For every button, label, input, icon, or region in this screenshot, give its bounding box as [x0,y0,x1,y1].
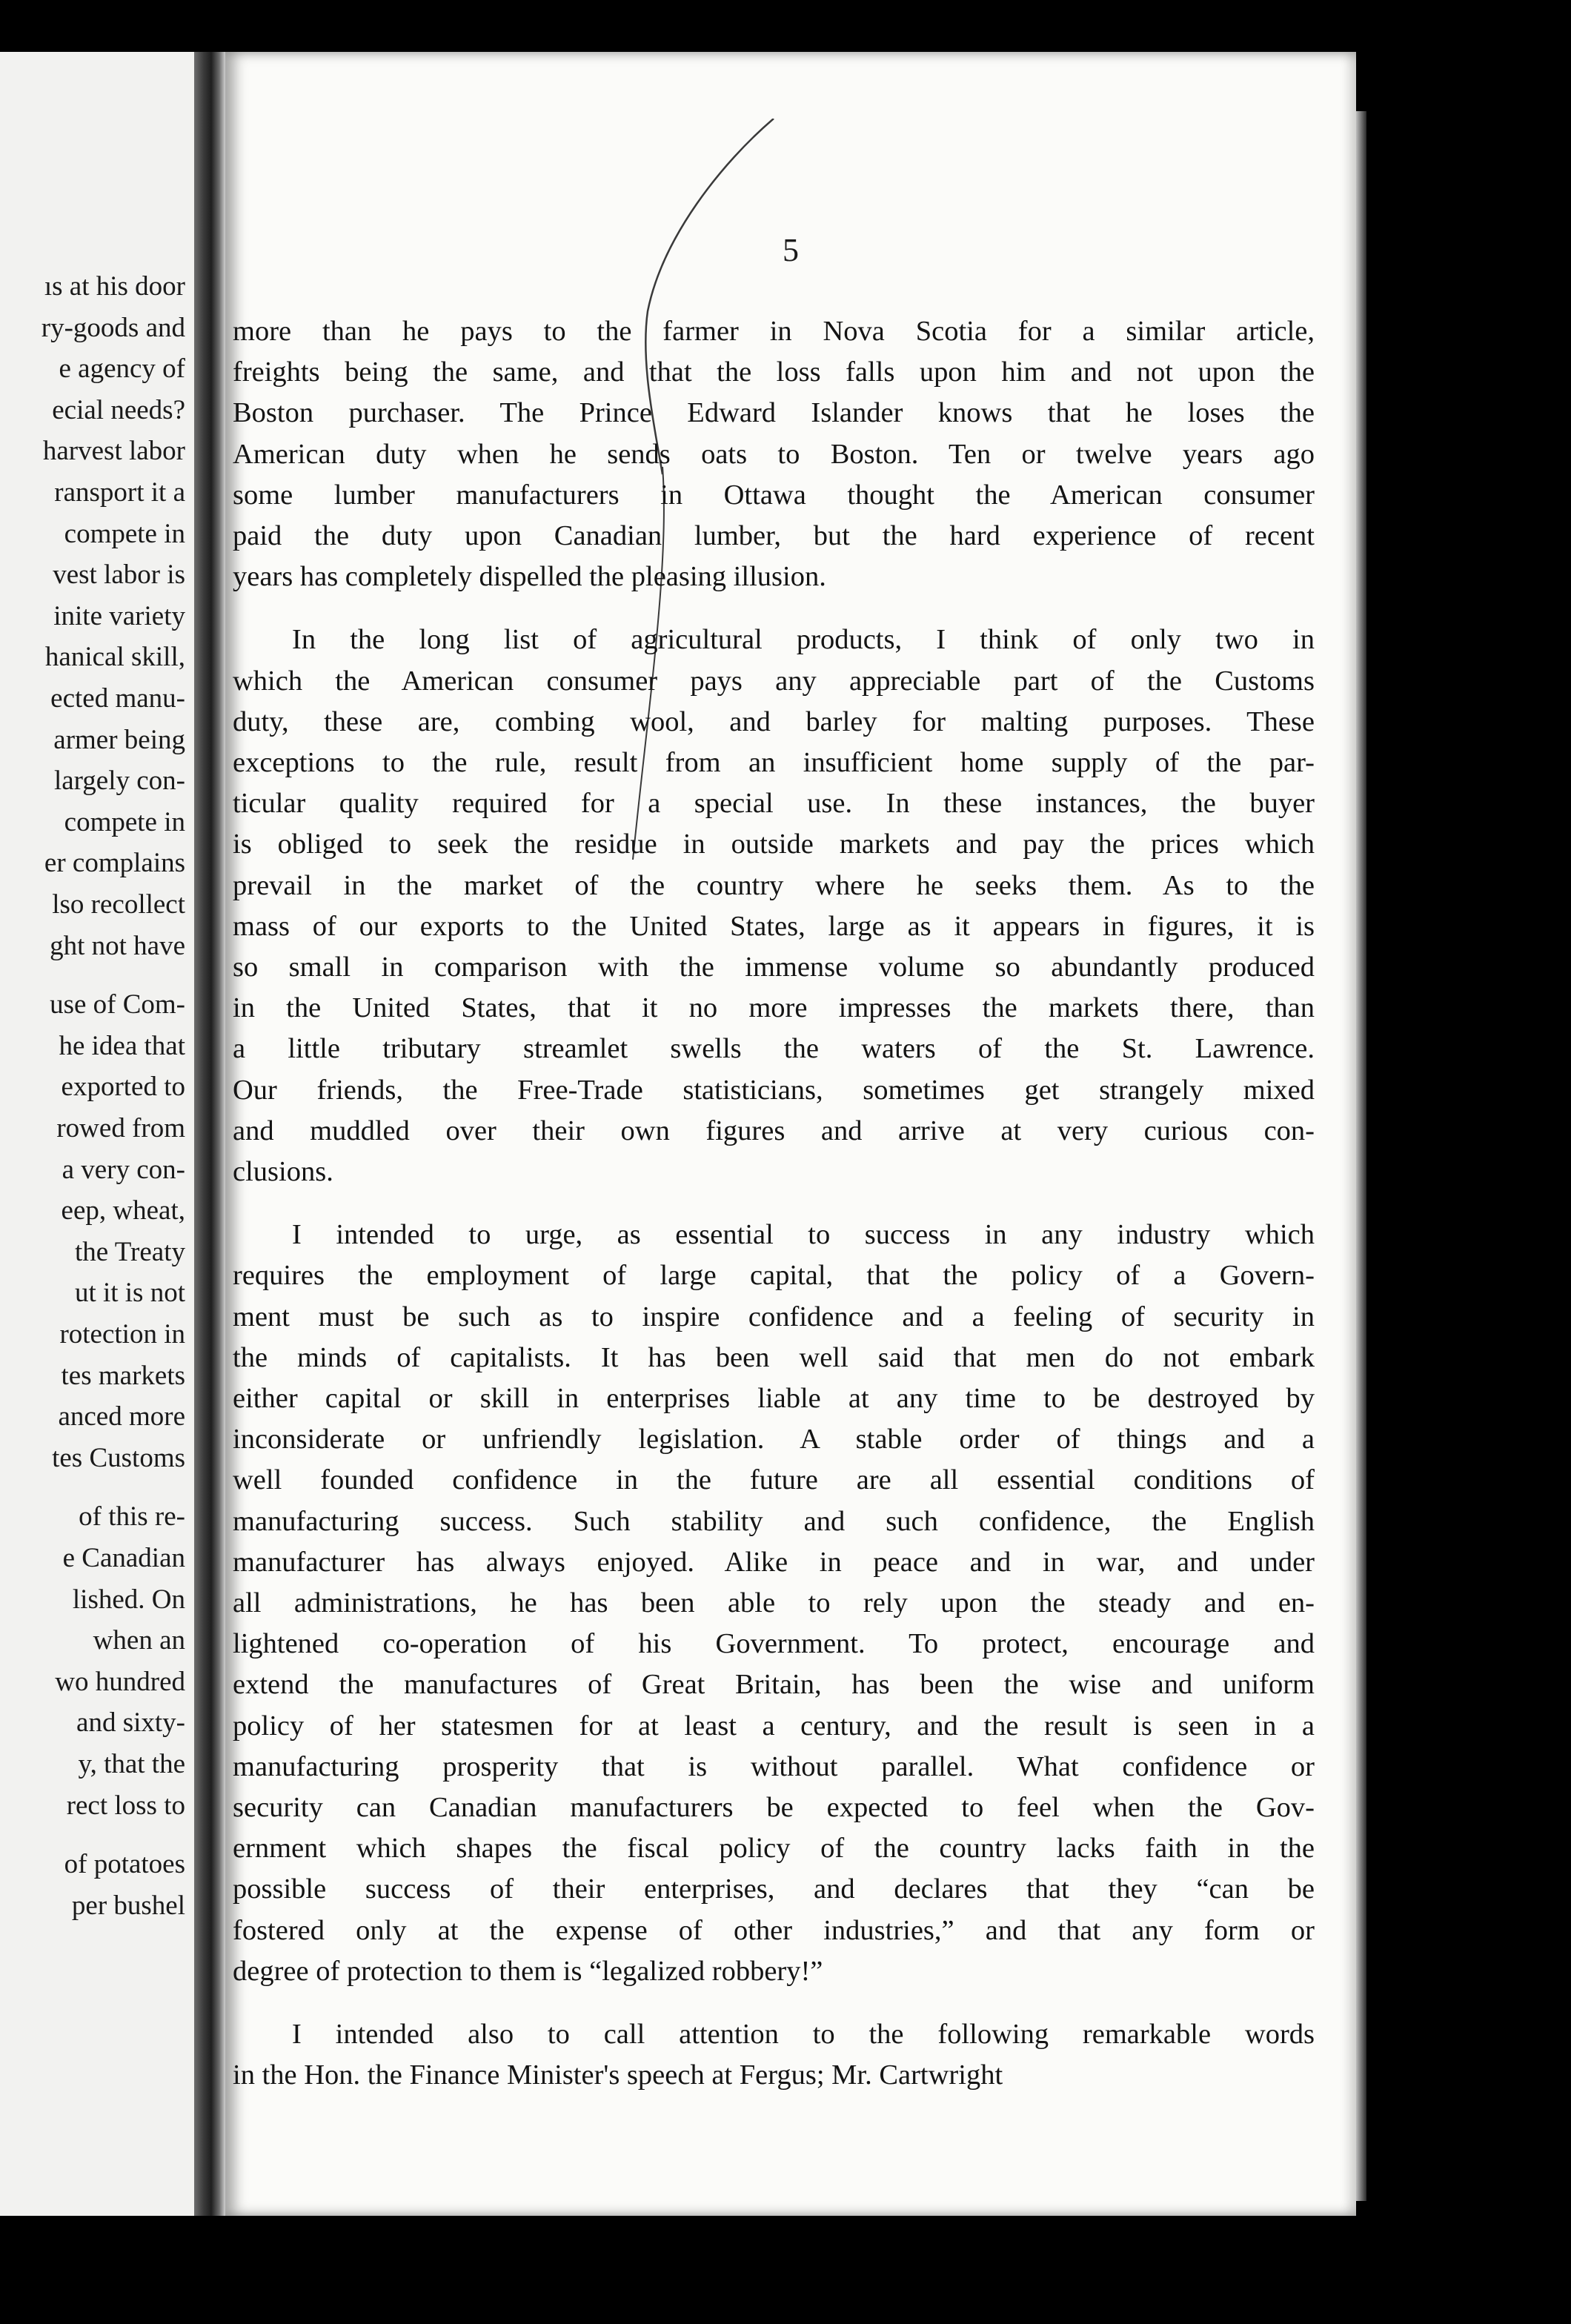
body-line: Our friends, the Free-Trade statisticians, sometimes get strangely mixed [233,1074,1315,1106]
body-line: so small in comparison with the immense volume so abundantly produced [233,952,1315,983]
body-line: policy of her statesmen for at least a century, and the result is seen in a [233,1710,1315,1742]
previous-page-line: y, that the [78,1749,185,1779]
previous-page-line: of potatoes [64,1849,185,1880]
previous-page-line: inite variety [53,600,185,631]
body-line: more than he pays to the farmer in Nova Scotia for a similar article, [233,316,1315,347]
previous-page-line: ected manu- [50,683,185,714]
body-line: degree of protection to them is “legalized robbery!” [233,1955,823,1987]
body-line: all administrations, he has been able to rely upon the steady and en- [233,1587,1315,1618]
previous-page-line: compete in [64,806,185,837]
previous-page-line: vest labor is [53,560,185,591]
body-line: manufacturing prosperity that is without parallel. What confidence or [233,1750,1315,1782]
previous-page-line: anced more [58,1401,185,1432]
previous-page-line: lished. On [72,1584,185,1615]
previous-page-line: rowed from [56,1113,185,1143]
body-line: ment must be such as to inspire confidence and a feeling of security in [233,1301,1315,1332]
previous-page-line: exported to [61,1072,185,1103]
previous-page-line: compete in [64,518,185,549]
body-line: possible success of their enterprises, and declares that they “can be [233,1873,1315,1905]
body-line: mass of our exports to the United States, large as it appears in figures, it is [233,910,1315,942]
previous-page-line: ry-goods and [41,312,185,343]
body-line: I intended also to call attention to the following remarkable words [292,2019,1315,2050]
body-line: In the long list of agricultural products, I think of only two in [292,624,1315,656]
body-line: paid the duty upon Canadian lumber, but the hard experience of recent [233,520,1315,551]
previous-page-line: ut it is not [74,1278,185,1309]
body-line: years has completely dispelled the pleasing illusion. [233,561,826,593]
body-line: either capital or skill in enterprises liable at any time to be destroyed by [233,1383,1315,1414]
body-line: ernment which shapes the fiscal policy of the country lacks faith in the [233,1833,1315,1865]
previous-page-line: e Canadian [62,1543,185,1573]
previous-page-line: ıs at his door [44,271,185,302]
body-line: ticular quality required for a special use. In these instances, the buyer [233,788,1315,820]
page-edge-shadow [1356,111,1366,2201]
body-line: exceptions to the rule, result from an insufficient home supply of the par- [233,747,1315,778]
body-line: is obliged to seek the residue in outside markets and pay the prices which [233,829,1315,860]
previous-page-line: hanical skill, [44,642,185,673]
body-line: a little tributary streamlet swells the waters of the St. Lawrence. [233,1033,1315,1065]
body-line: American duty when he sends oats to Boston. Ten or twelve years ago [233,438,1315,470]
body-line: well founded confidence in the future are all essential conditions of [233,1464,1315,1496]
previous-page-line: and sixty- [76,1707,185,1739]
body-line: in the United States, that it no more impresses the markets there, than [233,992,1315,1024]
previous-page-line: when an [93,1625,185,1656]
page-number: 5 [783,232,799,268]
previous-page-line: per bushel [71,1890,185,1921]
previous-page-line: the Treaty [74,1236,185,1267]
body-line: Boston purchaser. The Prince Edward Islander knows that he loses the [233,397,1315,429]
previous-page-line: rect loss to [66,1790,185,1821]
previous-page-line: he idea that [59,1030,185,1061]
body-line: inconsiderate or unfriendly legislation. A stable order of things and a [233,1424,1315,1455]
body-line: extend the manufactures of Great Britain, has been the wise and uniform [233,1669,1315,1701]
previous-page-line: ght not have [50,930,185,961]
previous-page-line: e agency of [59,353,185,385]
previous-page-line: tes Customs [52,1442,185,1473]
previous-page-line: ecial needs? [52,394,185,425]
body-line: which the American consumer pays any appreciable part of the Customs [233,665,1315,697]
body-line: lightened co-operation of his Government. To protect, encourage and [233,1628,1315,1660]
previous-page-line: wo hundred [55,1666,185,1697]
previous-page-line: use of Com- [50,989,185,1020]
previous-page-line: er complains [44,848,185,879]
body-line: duty, these are, combing wool, and barley for malting purposes. These [233,706,1315,737]
body-line: prevail in the market of the country where he seeks them. As to the [233,869,1315,901]
previous-page-line: largely con- [53,766,185,797]
previous-page-line: ransport it a [54,477,185,508]
body-line: the minds of capitalists. It has been well said that men do not embark [233,1341,1315,1373]
previous-page-line: tes markets [61,1360,185,1391]
previous-page-line: of this re- [79,1501,185,1533]
body-line: in the Hon. the Finance Minister's speech at Fergus; Mr. Cartwright [233,2059,1003,2091]
previous-page-line: eep, wheat, [61,1195,185,1226]
previous-page-line: armer being [53,724,185,755]
body-line: fostered only at the expense of other industries,” and that any form or [233,1914,1315,1946]
body-line: security can Canadian manufacturers be expected to feel when the Gov- [233,1792,1315,1823]
body-line: requires the employment of large capital, that the policy of a Govern- [233,1260,1315,1292]
previous-page-line: lso recollect [52,889,185,920]
body-line: clusions. [233,1156,333,1187]
body-line: manufacturer has always enjoyed. Alike in peace and in war, and under [233,1546,1315,1578]
body-line: manufacturing success. Such stability and such confidence, the English [233,1505,1315,1537]
previous-page-line: a very con- [62,1154,185,1185]
previous-page-line: harvest labor [42,436,185,467]
body-line: freights being the same, and that the loss falls upon him and not upon the [233,356,1315,388]
body-line: and muddled over their own figures and arrive at very curious con- [233,1115,1315,1146]
body-line: I intended to urge, as essential to success in any industry which [292,1219,1315,1251]
current-page [225,52,1356,2216]
previous-page-fragment [0,52,194,2216]
previous-page-line: rotection in [59,1319,185,1349]
book-gutter [194,52,225,2216]
body-line: some lumber manufacturers in Ottawa thought the American consumer [233,479,1315,511]
